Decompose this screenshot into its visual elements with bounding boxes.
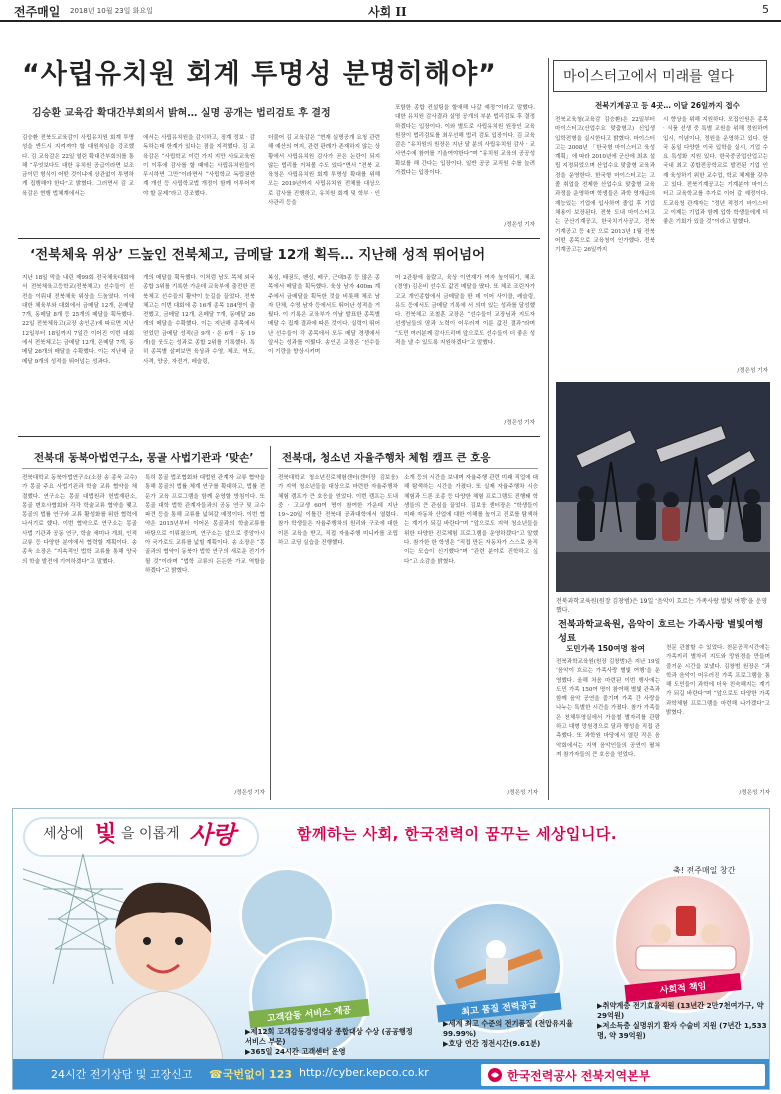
ad-footer-bar (13, 1059, 769, 1089)
stargazing-photo (556, 382, 770, 592)
column-divider (548, 58, 549, 378)
article5-col1: 전북대학교 청소년진로체험센터(센터장 김보웅)가 지역 청소년들을 대상으로 마련한 자율주행차 체험 캠프가 큰 호응을 얻었다. 이번 캠프는 도내 중 · 고교생 60여 명이 참여한 가운데 지난 19~20일 이틀간 전북대 공과대학에서 열렸다. 참가 학생들은 자율주행차의 원리와 구조에 대한 이론 교육을 받고, 직접 자율주행 미니카를 조립하고 코딩 실습을 진행했다. (278, 475, 398, 547)
article6-col2: 천문 관찰할 수 있었다. 천문공작시간에는 가족끼리 별자리 지도와 망원경을 만들며 즐거운 시간을 보냈다. 김창범 원장은 “과학과 음악이 어우러진 가족 프로그램을 통해 도민들이 과학에 더욱 친숙해지는 계기가 되길 바란다”며 “앞으로도 다양한 가족 과학체험 프로그램을 마련해 나가겠다”고 밝혔다. (666, 645, 770, 717)
circle3-title: 사회적 책임 (624, 973, 741, 1002)
article3-col2: 개의 메달을 획득했다. 이처럼 남도 똑체 외국 종합 3위를 기록한 가운데 교육부에 출전한 전북체고 선수들의 활약이 눈길을 끌었다. 전북체고는 이번 대회에 총 16개 종목 184명이 출전했고, 금메달 12개, 은메달 7개, 동메달 26개의 메달을 수확했다. 이는 지난해 종목에서 얻었던 금메달 성적(금 9개 · 은 6개 · 동 19개)을 웃도는 성과로 종합 2위를 기록했다. 특히 종목별 살펴보면 육상과 수영, 체조, 역도, 사격, 양궁, 자전거, 레슬링, (143, 275, 255, 365)
circle1-bullet: ▶제12회 고객감동경영대상 종합대상 수상 (공공행정 서비스 부문) (245, 1027, 413, 1046)
column-divider (270, 446, 271, 800)
kepco-logo-icon (487, 1067, 503, 1083)
kepco-logo (481, 1064, 765, 1086)
article3-col3: 복싱, 태권도, 펜싱, 배구, 근대5종 등 많은 종목에서 메달을 획득했다. 육상 남자 400m 계주에서 금메달을 획득한 것을 비롯해 체조 남자 단체, 수영 남자 등에서도 뛰어난 성적을 거뒀다. 이 기록은 교육부가 이날 발표한 종목별 메달 수 집계 결과에 따른 것이다. 실력이 뛰어난 선수들이 각 종목에서 모두 메달 경쟁에서 앞서는 성과를 이뤘다. 송인곤 교장은 ″선수들이 기량을 향상시키며 (268, 275, 380, 356)
child-photo (73, 869, 243, 1059)
article3-col1: 지난 18일 막을 내린 제99회 전국체육대회에서 전북체육고등학교(전북체고) 선수들이 선전을 이뤄내 전북체육 위상을 드높였다. 이에 대한 체육부와 대회에서 금메달 12개, 은메달 7개, 동메달 8개 등 25개의 메달을 획득했다. 22일 전북체육고(교장 송인곤)에 따르면 지난 12일부터 18일까지 7일간 이어진 이번 대회에서 전북체고는 금메달 12개, 은메달 7개, 동메달 26개의 메달을 수확했다. 이는 지난해 금메달 9개의 성적을 뛰어넘는 성과다. (22, 275, 134, 365)
paper-name: 전주매일 (14, 5, 61, 19)
article6-col1: 전북과학교육원(원장 김창범)은 지난 19일 ‘음악이 흐르는 가족사랑 별빛 여행’을 운영했다. 올해 처음 마련된 이번 행사에는 도민 가족 150여 명이 참여해 별빛 관측과 함께 음악 공연을 즐기며 가족 간 사랑을 나누는 특별한 시간을 가졌다. 참가 가족들은 천체투영실에서 가을철 별자리를 관람하고 대형 망원경으로 달과 행성을 직접 관측했다. 또 과학원 마당에서 열린 작은 음악회에서는 지역 음악인들의 공연이 펼쳐져 참가자들의 큰 호응을 얻었다. (556, 659, 660, 758)
article6-headline: 전북과학교육원, 음악이 흐르는 가족사랑 별빛여행 성료 (558, 619, 764, 644)
issue-date: 2018년 10월 23일 화요일 (70, 7, 153, 15)
article5-col2: 소개 등의 시간을 보내며 자율주행 관련 미래 직업에 대해 탐색하는 시간을 가졌다. 또 실제 자율주행차 시승 체험과 드론 조종 등 다양한 체험 프로그램도 진행돼 학생들의 큰 관심을 끌었다. 김보웅 센터장은 “학생들이 미래 자동차 산업에 대한 이해를 높이고 진로를 탐색하는 계기가 되길 바란다”며 “앞으로도 지역 청소년들을 위한 다양한 진로체험 프로그램을 운영하겠다”고 말했다. 참가한 한 학생은 “직접 만든 자동차가 스스로 움직이는 모습이 신기했다”며 “관련 분야로 진학하고 싶다”고 소감을 밝혔다. (404, 475, 538, 565)
article3-byline: /정은성 기자 (504, 420, 535, 426)
article1-col2: 에서는 사립유치원을 감시하고, 징계 정보 · 감독하는데 한계가 있다는 점을 지적했다. 김 교육감은 “사립학교 이런 가지 지만 사토교육원이 이후에 감사를 할 때에는 사립유치원들이 무시하면 그만”이라면서 “사립학교 독립권한계 개선 등 사립학교법 개정이 함께 이루어져야 할 문제”라고 강조했다. (143, 135, 255, 197)
circle3-bullet: ▶취약계층 전기효율지원 (13년간 2만7천여가구, 약 29억원) (597, 1001, 764, 1020)
article6-subhead: 도민가족 150여명 참여 (566, 644, 645, 653)
article3-headline: ‘전북체육 위상’ 드높인 전북체고, 금메달 12개 획득… 지난해 성적 뛰어넘어 (30, 247, 486, 263)
article3-col4: 어 2관왕에 올랐고, 육상 이연재가 여자 높이뛰기, 체조(경영) 김은비 선수도 값진 메달을 땄다. 또 체조 조린자가 고교 개인종합에서 금메달을 딴 데 이어 사이클, 레슬링, 유도 등에서도 금메달 기록에 서 의미 있는 성과를 달성했다. 전북체고 조철훈 교장은 “선수들이 교장님과 지도자 선생님들의 땀과 노력이 어우러져 이룬 값진 결과”라며 “도민 여러분께 감사드리며 앞으로도 선수들이 더 좋은 성적을 낼 수 있도록 지원하겠다”고 말했다. (395, 275, 535, 347)
ad-congrats: 축! 전주매일 창간 (673, 866, 736, 875)
article4-col2: 특히 몽골 법조협회와 대법원 관계자 교류 협약을 통해 몽골의 법률 체계 연구를 확대하고, 법률 전문가 교육 프로그램을 함께 운영할 방침이다. 또 몽골 대학 법학 관계자들과의 공동 연구 및 교수 파견 등을 통해 교류를 넓혀갈 예정이다. 이번 협약은 2015년부터 이어온 몽골과의 학술교류를 바탕으로 이뤄졌으며, 연구소는 앞으로 중앙아시아 국가로도 교류를 넓힐 계획이다. 송 소장은 “몽골과의 협약이 동북아 법학 연구의 새로운 전기가 될 것”이라며 “법학 교류의 든든한 가교 역할을 하겠다”고 밝혔다. (145, 475, 265, 574)
article4-col1: 전북대학교 동북아법연구소(소장 송 종욱 교수)가 몽골 주요 사법기관과 학술 교류 협약을 체결했다. 연구소는 몽골 대법원과 헌법재판소, 몽골 변호사협회와 각각 학술교류 협약을 맺고 몽골의 법률 연구와 교류 활성화를 위한 협력에 나서기로 했다. 이번 협약으로 연구소는 몽골 사법 기관과 공동 연구, 학술 세미나 개최, 인적 교류 등 다양한 분야에서 협력할 계획이다. 송종욱 소장은 “지속적인 법학 교류를 통해 양국의 학술 발전에 기여하겠다”고 말했다. (22, 475, 137, 565)
article1-subhead: 김승환 교육감 확대간부회의서 밝혀… 실명 공개는 법리검토 후 결정 (32, 108, 331, 119)
article4-headline: 전북대 동북아법연구소, 몽골 사법기관과 ‘맞손’ (34, 452, 254, 464)
ad-slogan: 함께하는 사회, 한국전력이 꿈꾸는 세상입니다. (297, 825, 618, 843)
article5-headline: 전북대, 청소년 자율주행차 체험 캠프 큰 호응 (282, 452, 491, 464)
article2-col2: 시 향상을 위해 지원하다. 모집인원은 종목 · 식품 선생 중 특별 교원을 위해 정원하여 입시, 이념이나, 정원을 운영하고 있다. 한국 동일 다양한 이국 입학을 실시, 기업 수요 특성화 지원 있다. 한국중공업산업고는 국내 최고 종합전공학교로 발전된 기업 인재 육성하기 위한 교수업, 학교 체제를 갖추고 있다. 전북기계공고는 기계분야 마이스터고 교육학교를 추가로 이어 갈 예정이다. 도교육청 관계자는 “정년 적정기 마이스터고 이제는 기업과 함께 입학 학생들에게 더 좋은 기회가 있을 것”이라고 말했다. (663, 117, 768, 226)
article5-byline: /정은성 기자 (507, 790, 538, 796)
masthead (0, 0, 781, 22)
divider (18, 436, 540, 437)
article2-col1: 전북교육청(교육감 김승환)은 22일부터 마이스터고(산업수요 맞춤형고) 신입생 입학전형을 실시한다고 밝혔다. 마이스터고는 2008년 「한국형 마이스터고 육성계획」에 따라 2010년에 군산에 최초 설립 지정되었으며 산업수요 맞춤형 교육과정을 운영한다. 한국형 마이스터고는 고졸 취업을 전제한 산업수요 맞춤형 교육과정을 운영하며 학생들은 과학 영재급의 재능있는 기업에 입사하여 졸업 후 기업 채용이 보장된다. 전북 도내 마이스터고는 군산기계공고, 한국치기사공고, 전북기계공고 등 4곳 으로 2013년 1월 전북 어떤 종목으로 교육청이 인가했다. 전북기계공고는 26일까지 (555, 117, 655, 254)
ad-footer-company: 한국전력공사 전북지역본부 (507, 1069, 651, 1083)
ad-footer-phone: ☎국번없이 123 (209, 1068, 292, 1081)
circle1-bullet: ▶365일 24시간 고객센터 운영 (245, 1047, 346, 1056)
page-number: 5 (762, 3, 769, 16)
ad-logo-text-2: 빛 (95, 821, 117, 847)
circle3-bullet: ▶저소득층 실명위기 환자 수술비 지원 (7년간 1,533명, 약 39억원) (597, 1021, 767, 1040)
ad-logo-text-3: 을 이롭게 (121, 826, 180, 842)
article1-byline: /정은성 기자 (504, 222, 535, 228)
circle2-bullet: ▶세계 최고 수준의 전기품질 (전압유지율 99.99%) (443, 1019, 573, 1038)
article2-byline: /정은성 기자 (737, 368, 768, 374)
circle1-title: 고객감동 서비스 제공 (248, 999, 369, 1028)
divider (18, 238, 540, 239)
ad-logo-text-4: 사랑 (189, 820, 236, 849)
article1-col1: 김승환 전북도교육감이 사립유치원 회계 투명성을 반드시 지켜져야 할 대원칙임을 강조했다. 김 교육감은 22일 열린 확대간부회의를 통해 “무엇보다도 대한 유치원 공급이라면 보조금이던 형식이 어떤 것이냐에 상관없이 투명하게 집행해야 한다”고 밝혔다. 그러면서 김 교육감은 현행 법체계에서는 (22, 135, 134, 197)
column-divider (548, 378, 549, 800)
ad-footer-call: 24시간 전기상담 및 고장신고 (51, 1068, 193, 1081)
photo-caption: 전북과학교육원(원장 김창범)은 19일 ‘음악이 흐르는 가족사랑 별빛 여행’을 운영했다. (556, 598, 768, 614)
article1-col3: 더불어 김 교육감은 “현재 실명공개 요청 관련해 예산의 여지, 관련 판례가 존재하지 않는 상황에서 사립유치원 감사가 곧은 논란이 되지 않는 법리를 거쳐볼 수도 있다”면서 “전북 교육청은 사립유치원 회계 투명성 확대를 위해 오는 2019년까지 사립유치원 전체를 대상으로 감사를 진행하고, 유치원 회계 및 학부 · 인사관리 등을 (268, 135, 380, 207)
article4-byline: /정은성 기자 (234, 790, 265, 796)
article6-byline: /정은성 기자 (739, 790, 770, 796)
article1-headline: “사립유치원 회계 투명성 분명히해야” (22, 59, 497, 90)
section-title: 사회 II (368, 5, 407, 19)
circle2-bullet: ▶호당 연간 정전시간(9.61분) (443, 1039, 541, 1048)
article2-headline: 마이스터고에서 미래를 열다 (563, 69, 735, 85)
ad-logo-text-1: 세상에 (43, 826, 84, 842)
circle2-title: 최고 품질 전력공급 (436, 993, 561, 1023)
article1-col4: 포함한 종합 컨설팅을 할애해 나갈 예정”이라고 말했다. 대한 유치원 감사결과 실명 공개의 부분 법리검토 후 결정하겠다는 입장이다. 이와 별도로 사립유치원 원장인 교육 원장이 법리검토를 최우선해 법리 검토 입장이다. 김 교육감은 “유치원의 원장은 지난 달 분의 사립유치원 감사 · 교사연수에 참여를 기울여야한다”며 “유치원 교육의 공공성 확보를 해 간다는 입장이다. 일반 공공 교직원 수를 늘려 가겠다는 입장이다. (395, 105, 535, 177)
ad-footer-url[interactable]: http://cyber.kepco.co.kr (299, 1066, 429, 1079)
article2-subhead: 전북기계공고 등 4곳… 이달 26일까지 접수 (595, 101, 740, 110)
kepco-advertisement (12, 808, 770, 1090)
